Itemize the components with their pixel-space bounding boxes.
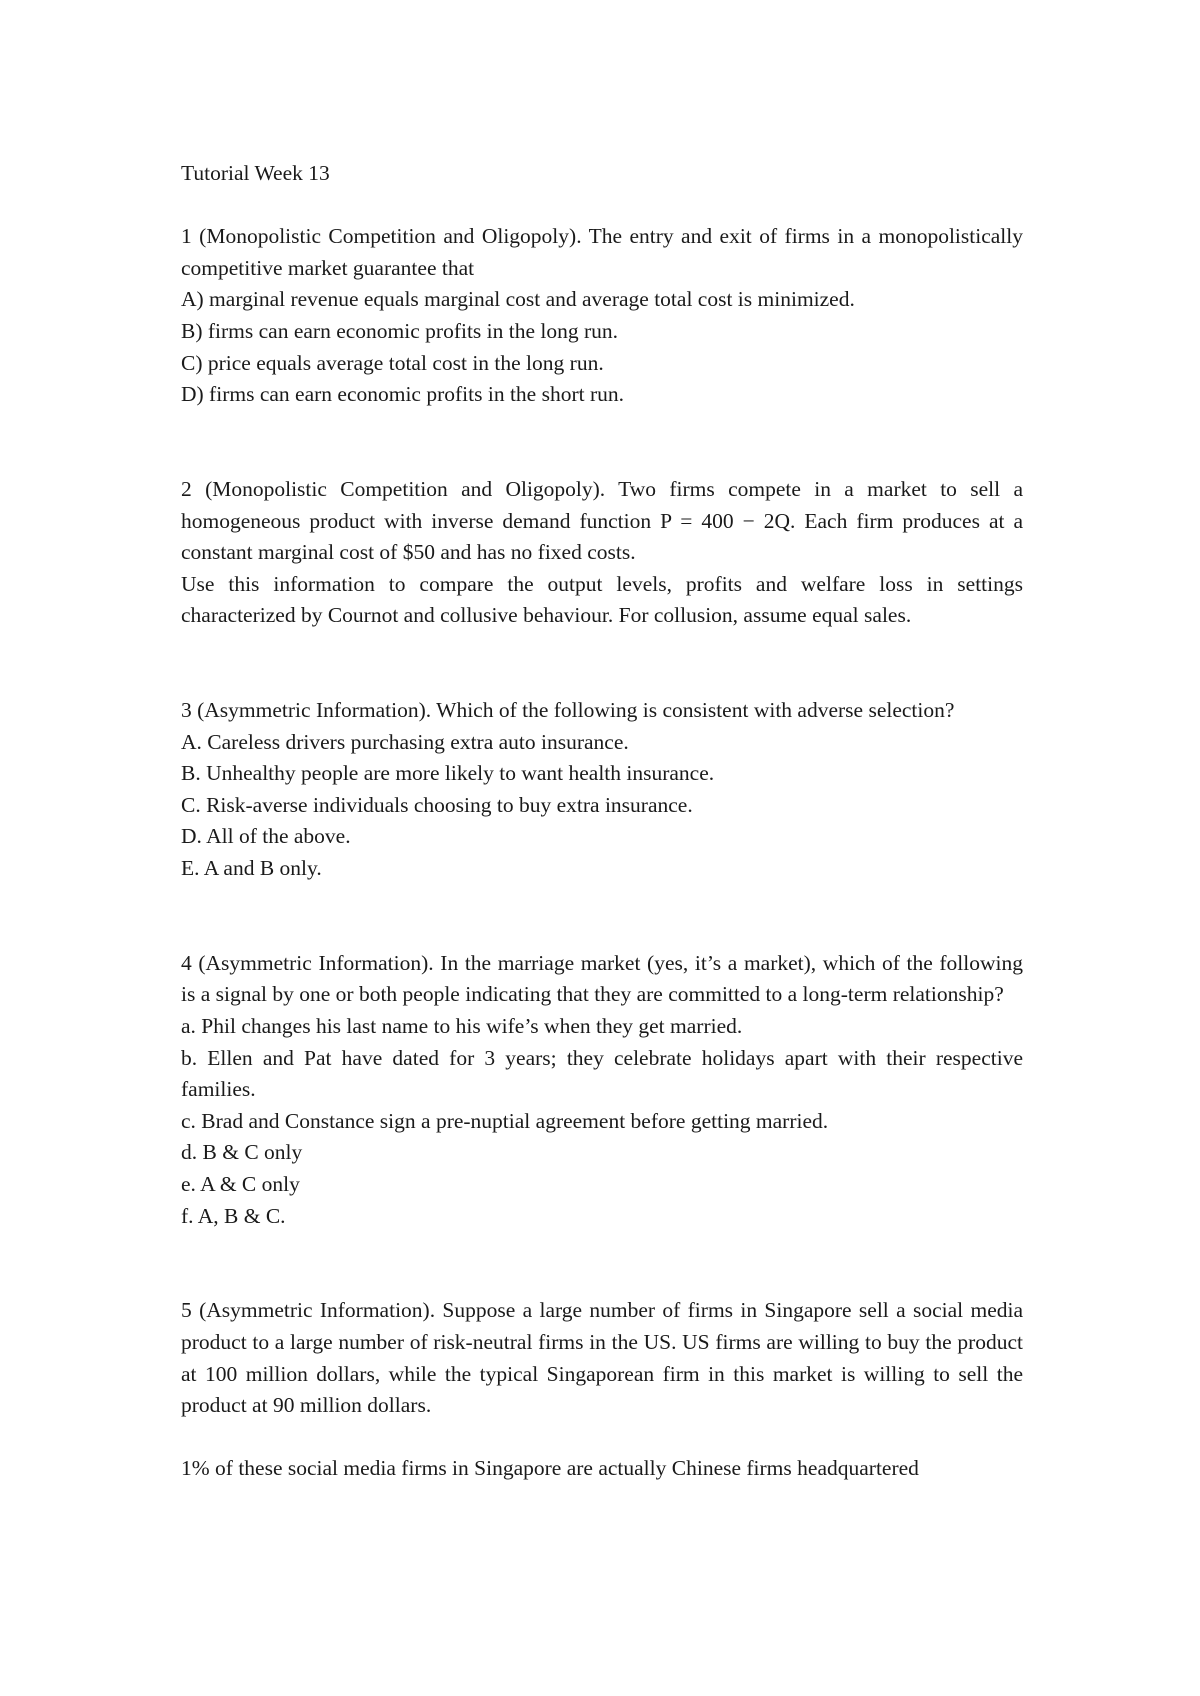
question-3-option-a: A. Careless drivers purchasing extra auto insurance. — [181, 729, 629, 754]
question-2-stem: 2 (Monopolistic Competition and Oligopoly). Two firms compete in a market to sell a homogeneous product with inverse demand function P = 400 − 2Q. Each firm produces at a constant marginal cost of $50 and has no fixed costs. — [181, 476, 1023, 565]
question-3 — [181, 695, 1023, 885]
question-1-stem: 1 (Monopolistic Competition and Oligopoly). The entry and exit of firms in a monopolistically competitive market guarantee that — [181, 224, 1023, 280]
spacer — [181, 632, 1023, 695]
question-1 — [181, 221, 1023, 411]
question-4-option-a: a. Phil changes his last name to his wife’s when they get married. — [181, 1014, 743, 1039]
question-3-option-c: C. Risk-averse individuals choosing to buy extra insurance. — [181, 792, 693, 817]
question-4 — [181, 948, 1023, 1232]
question-3-option-d: D. All of the above. — [181, 824, 351, 849]
question-4-option-d: d. B & C only — [181, 1140, 303, 1165]
document-title: Tutorial Week 13 — [181, 161, 330, 185]
question-2-instruction: Use this information to compare the output levels, profits and welfare loss in settings characterized by Cournot and collusive behaviour. For collusion, assume equal sales. — [181, 571, 1023, 628]
spacer — [181, 411, 1023, 474]
document-body — [181, 158, 1023, 1485]
question-5-stem: 5 (Asymmetric Information). Suppose a large number of firms in Singapore sell a social media product to a large number of risk-neutral firms in the US. US firms are willing to buy the product at 100 million dollars, while the typical Singaporean firm in this market is willing to sell the product at 90 million dollars. — [181, 1298, 1023, 1418]
question-3-stem: 3 (Asymmetric Information). Which of the following is consistent with adverse selection? — [181, 698, 955, 723]
question-4-option-e: e. A & C only — [181, 1172, 300, 1196]
question-4-stem: 4 (Asymmetric Information). In the marriage market (yes, it’s a market), which of the following is a signal by one or both people indicating that they are committed to a long-term relationship? — [181, 950, 1023, 1007]
question-5 — [181, 1295, 1023, 1485]
question-2 — [181, 474, 1023, 632]
question-3-option-b: B. Unhealthy people are more likely to want health insurance. — [181, 761, 715, 786]
question-5-continuation: 1% of these social media firms in Singapore are actually Chinese firms headquartered — [181, 1456, 919, 1481]
question-4-option-c: c. Brad and Constance sign a pre-nuptial agreement before getting married. — [181, 1108, 829, 1133]
spacer — [181, 1422, 1023, 1454]
spacer — [181, 1232, 1023, 1295]
question-1-option-a: A) marginal revenue equals marginal cost and average total cost is minimized. — [181, 287, 855, 312]
question-4-option-f: f. A, B & C. — [181, 1203, 286, 1228]
spacer — [181, 885, 1023, 948]
question-1-option-b: B) firms can earn economic profits in the long run. — [181, 318, 619, 343]
question-1-option-c: C) price equals average total cost in the long run. — [181, 350, 604, 375]
question-4-option-b: b. Ellen and Pat have dated for 3 years; they celebrate holidays apart with their respective families. — [181, 1045, 1023, 1102]
question-3-option-e: E. A and B only. — [181, 856, 322, 881]
question-1-option-d: D) firms can earn economic profits in the short run. — [181, 382, 625, 407]
